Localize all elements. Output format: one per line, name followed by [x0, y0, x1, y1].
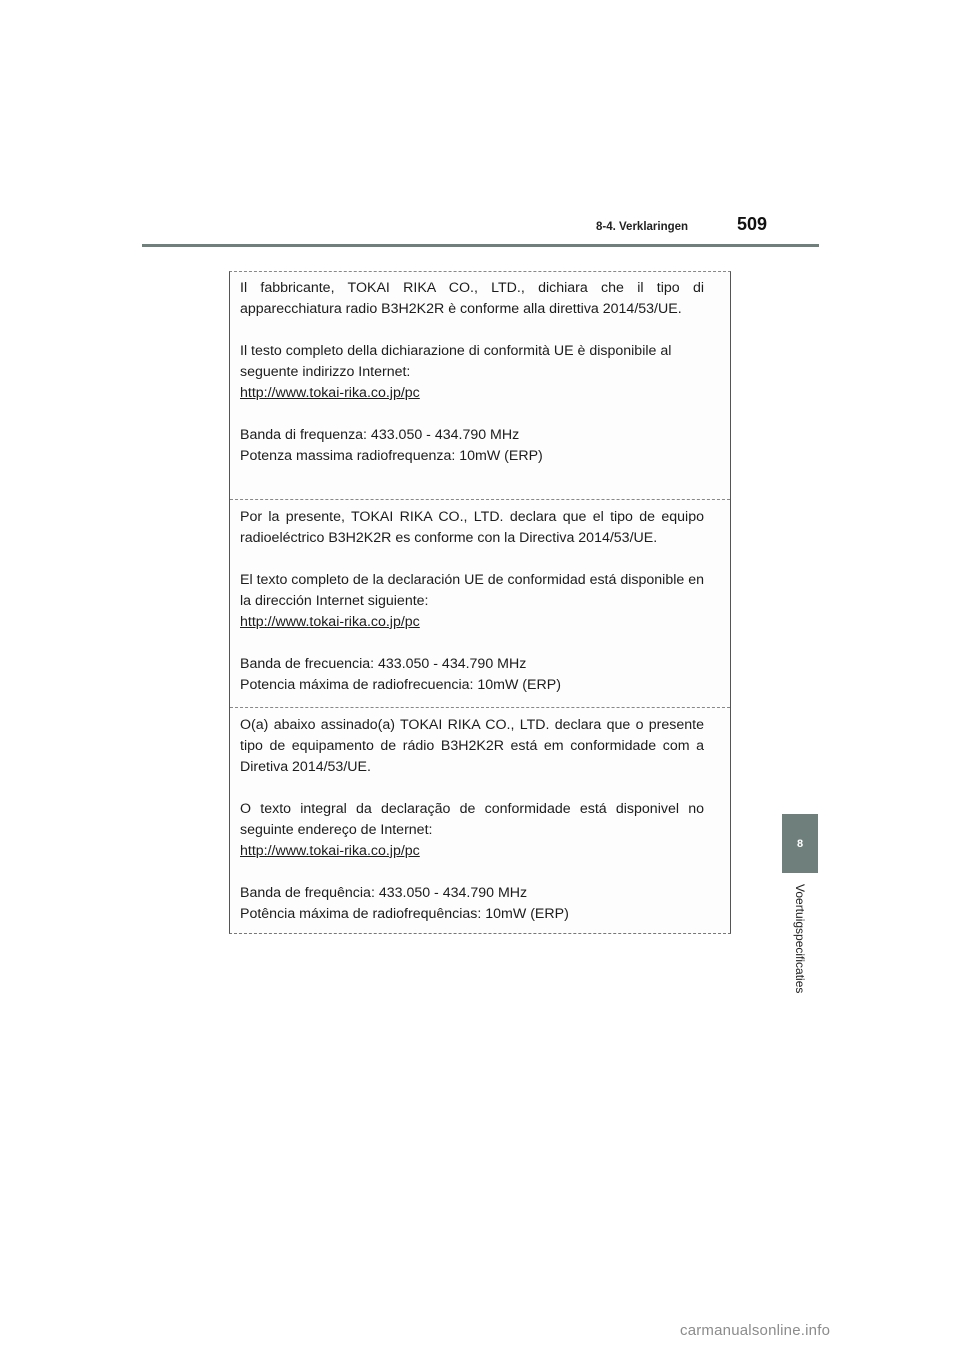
- frequency-band: Banda de frequência: 433.050 - 434.790 MHz: [240, 885, 528, 901]
- radio-specs: [240, 425, 704, 467]
- declaration-url-link[interactable]: http://www.tokai-rika.co.jp/pc: [240, 614, 420, 630]
- declaration-url-link[interactable]: http://www.tokai-rika.co.jp/pc: [240, 843, 420, 859]
- availability-text: Il testo completo della dichiarazione di conformità UE è disponibile al seguente indirizzo Internet: http://www.tokai-rika.co.jp/pc: [240, 341, 704, 404]
- availability-text: El texto completo de la declaración UE de conformidad está disponible en la dirección Internet siguiente: http://www.tokai-rika.co.jp/pc: [240, 570, 704, 633]
- frequency-band: Banda di frequenza: 433.050 - 434.790 MHz: [240, 427, 520, 443]
- page-number: 509: [737, 214, 768, 234]
- max-power: Potenza massima radiofrequenza: 10mW (ERP): [240, 448, 543, 464]
- statement-text: Il fabbricante, TOKAI RIKA CO., LTD., dichiara che il tipo di apparecchiatura radio B3H2K2R è conforme alla direttiva 2014/53/UE.: [240, 280, 704, 317]
- statement-text: Por la presente, TOKAI RIKA CO., LTD. declara que el tipo de equipo radioeléctrico B3H2K2R es conforme con la Directiva 2014/53/UE.: [240, 509, 704, 546]
- declaration-frame: [229, 271, 731, 934]
- declaration-url-link[interactable]: http://www.tokai-rika.co.jp/pc: [240, 385, 420, 401]
- chapter-tab[interactable]: 8: [782, 814, 818, 873]
- watermark: carmanualsonline.info: [680, 1322, 831, 1339]
- declaration-portuguese: [230, 707, 730, 933]
- availability-text: O texto integral da declaração de conformidade está disponivel no seguinte endereço de Internet: http://www.tokai-rika.co.jp/pc: [240, 799, 704, 862]
- frequency-band: Banda de frecuencia: 433.050 - 434.790 MHz: [240, 656, 527, 672]
- statement-text: O(a) abaixo assinado(a) TOKAI RIKA CO., LTD. declara que o presente tipo de equipamento de rádio B3H2K2R está em conformidade com a Diretiva 2014/53/UE.: [240, 717, 704, 775]
- radio-specs: [240, 654, 704, 696]
- max-power: Potência máxima de radiofrequências: 10mW (ERP): [240, 906, 569, 922]
- chapter-label: Voertuigspecificaties: [793, 884, 807, 994]
- max-power: Potencia máxima de radiofrecuencia: 10mW (ERP): [240, 677, 561, 693]
- header-rule: [142, 244, 819, 247]
- declaration-italian: [230, 278, 730, 500]
- declaration-spanish: [230, 499, 730, 706]
- section-title: 8-4. Verklaringen: [596, 221, 689, 233]
- radio-specs: [240, 883, 704, 925]
